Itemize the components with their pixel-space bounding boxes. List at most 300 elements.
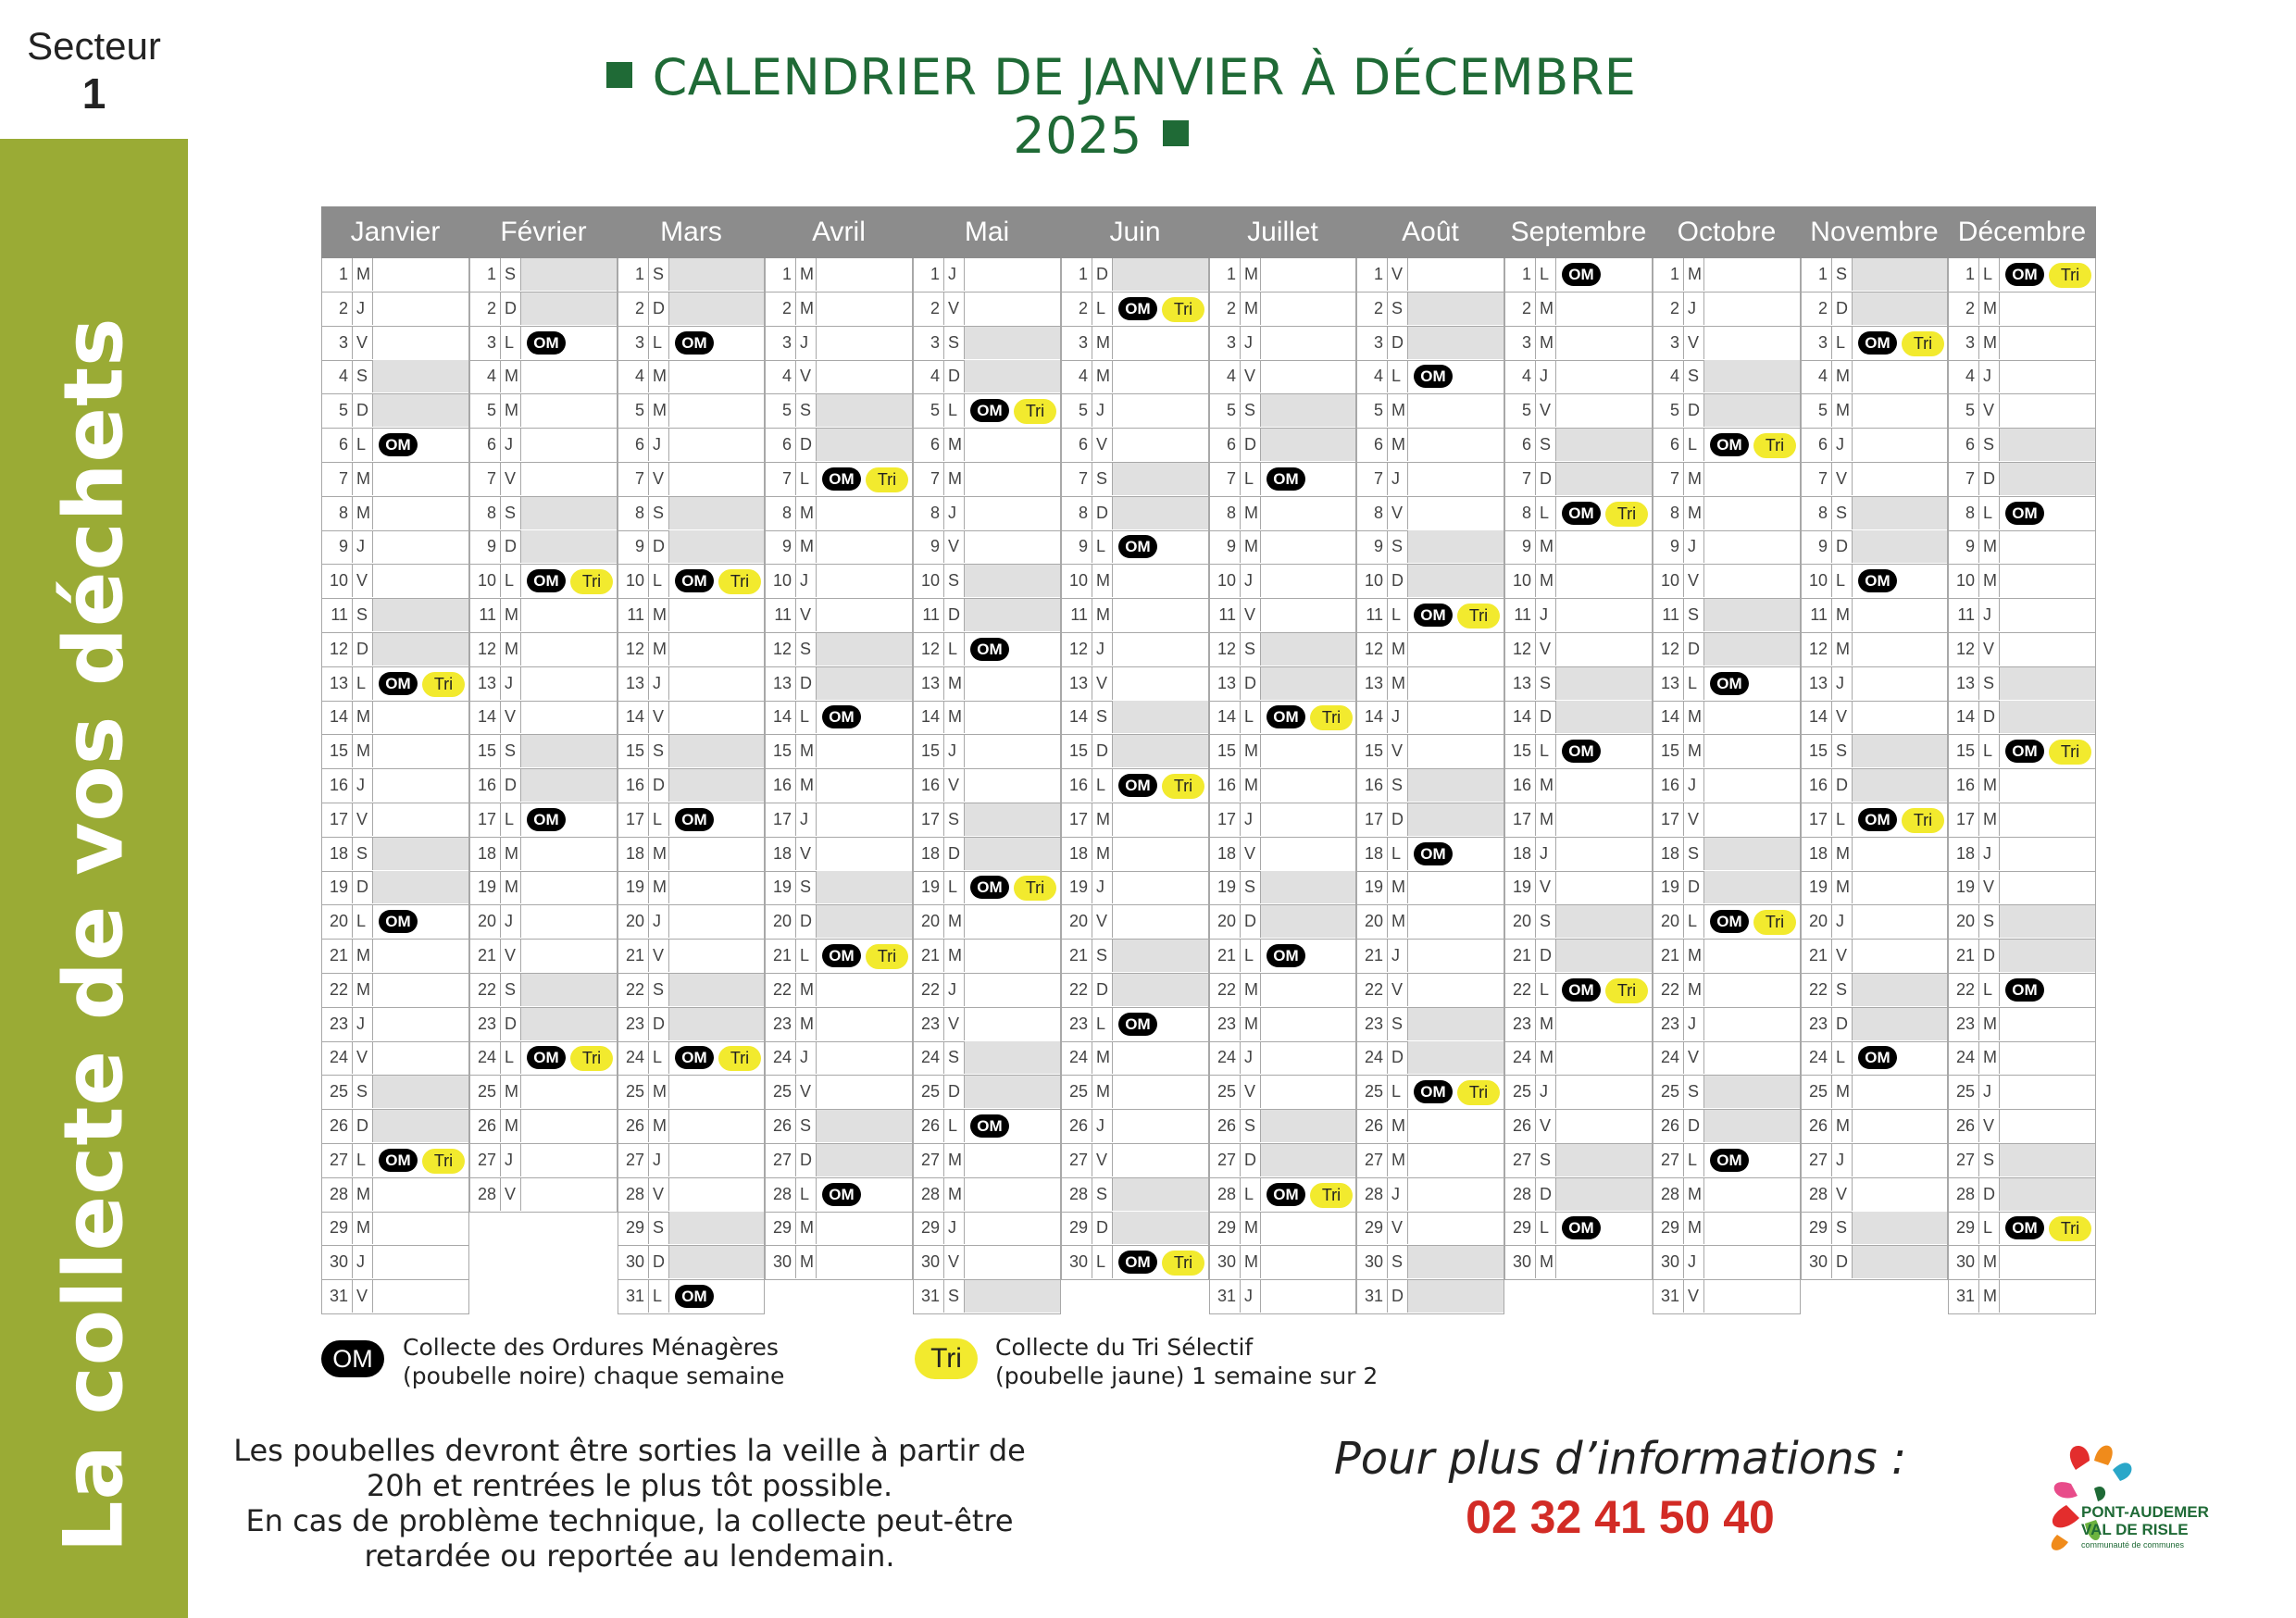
day-number: 2 <box>322 292 353 325</box>
day-cell <box>1261 1144 1355 1176</box>
day-row <box>321 905 469 940</box>
day-number: 15 <box>766 735 796 767</box>
day-number: 17 <box>470 803 501 836</box>
day-row <box>1356 1008 1504 1042</box>
day-row <box>913 905 1061 940</box>
om-legend-text <box>403 1333 784 1390</box>
day-row <box>1209 667 1356 702</box>
day-row <box>1061 394 1209 429</box>
day-cell <box>373 327 468 359</box>
day-row <box>1356 803 1504 838</box>
day-row <box>321 701 469 735</box>
om-badge: OM <box>1414 604 1453 627</box>
day-number: 16 <box>618 769 649 802</box>
weekday-letter: V <box>1388 497 1408 529</box>
day-number: 10 <box>1505 565 1536 597</box>
weekday-letter: S <box>796 394 817 427</box>
day-number: 9 <box>766 530 796 563</box>
day-number: 16 <box>766 769 796 802</box>
day-row <box>469 1144 618 1178</box>
day-cell <box>817 1110 912 1142</box>
day-number: 26 <box>470 1110 501 1142</box>
weekday-letter: J <box>1388 940 1408 972</box>
weekday-letter: D <box>1536 940 1556 972</box>
weekday-letter: D <box>1832 769 1853 802</box>
weekday-letter: V <box>1092 667 1113 700</box>
weekday-letter: M <box>1092 360 1113 392</box>
day-row <box>1504 565 1653 599</box>
day-number: 16 <box>1505 769 1536 802</box>
weekday-letter: S <box>501 735 521 767</box>
day-row <box>1653 905 1801 940</box>
day-cell <box>1113 735 1208 767</box>
day-row <box>1061 667 1209 702</box>
day-row <box>469 667 618 702</box>
day-row <box>1653 1246 1801 1280</box>
weekday-letter: M <box>1832 394 1853 427</box>
day-number: 26 <box>1802 1110 1832 1142</box>
day-number: 17 <box>322 803 353 836</box>
day-cell <box>965 1008 1060 1040</box>
day-number: 28 <box>1357 1178 1388 1211</box>
day-cell <box>1408 429 1504 461</box>
day-number: 20 <box>1949 905 1979 938</box>
weekday-letter: V <box>1979 1110 2000 1142</box>
day-cell <box>1853 974 1947 1006</box>
day-cell <box>2000 701 2095 733</box>
weekday-letter: J <box>353 530 373 563</box>
day-cell <box>521 667 617 700</box>
day-cell <box>2000 905 2095 938</box>
weekday-letter: S <box>1388 1008 1408 1040</box>
weekday-letter: S <box>353 838 373 870</box>
weekday-letter: M <box>1092 1076 1113 1108</box>
day-row <box>913 1178 1061 1213</box>
day-row <box>1209 258 1356 292</box>
day-number: 22 <box>1653 974 1684 1006</box>
day-cell <box>669 429 764 461</box>
day-number: 11 <box>1949 599 1979 631</box>
day-cell <box>669 701 764 733</box>
day-cell <box>817 429 912 461</box>
day-cell <box>1556 667 1652 700</box>
weekday-letter: J <box>1092 1110 1113 1142</box>
day-number: 12 <box>1062 633 1092 666</box>
day-cell <box>965 1178 1060 1211</box>
day-cell <box>817 974 912 1006</box>
day-cell <box>1408 1178 1504 1211</box>
weekday-letter: M <box>1979 565 2000 597</box>
day-number: 20 <box>1210 905 1241 938</box>
weekday-letter: L <box>501 803 521 836</box>
day-row <box>913 769 1061 803</box>
day-cell <box>817 394 912 427</box>
day-number: 11 <box>1802 599 1832 631</box>
weekday-letter: L <box>1388 360 1408 392</box>
day-number: 19 <box>1357 871 1388 903</box>
day-number: 30 <box>914 1246 944 1278</box>
day-cell <box>1556 429 1652 461</box>
weekday-letter: M <box>944 940 965 972</box>
day-cell <box>669 530 764 563</box>
day-row <box>765 497 913 531</box>
day-row <box>1504 1212 1653 1246</box>
day-row <box>1653 394 1801 429</box>
weekday-letter: J <box>1536 599 1556 631</box>
weekday-letter: L <box>1388 599 1408 631</box>
day-row <box>913 463 1061 497</box>
month-header: Avril <box>765 206 913 258</box>
day-number: 1 <box>1357 258 1388 291</box>
day-row <box>321 1008 469 1042</box>
day-cell <box>1704 1212 1800 1244</box>
om-legend-line2: (poubelle noire) chaque semaine <box>403 1363 785 1389</box>
day-row <box>1801 1178 1948 1213</box>
day-row <box>618 292 765 327</box>
day-cell <box>2000 1144 2095 1176</box>
day-cell <box>817 1246 912 1278</box>
day-number: 12 <box>914 633 944 666</box>
day-number: 5 <box>1357 394 1388 427</box>
day-row <box>1061 1041 1209 1076</box>
day-row <box>618 394 765 429</box>
day-cell <box>1261 769 1355 802</box>
day-row <box>321 1178 469 1213</box>
weekday-letter: D <box>649 292 669 325</box>
day-cell <box>373 360 468 392</box>
weekday-letter: J <box>944 735 965 767</box>
weekday-letter: V <box>1536 871 1556 903</box>
day-number: 7 <box>1062 463 1092 495</box>
day-cell <box>1261 667 1355 700</box>
day-row <box>1061 940 1209 974</box>
weekday-letter: M <box>1536 1041 1556 1074</box>
day-number: 5 <box>1802 394 1832 427</box>
day-number: 20 <box>618 905 649 938</box>
day-cell <box>1556 905 1652 938</box>
day-number: 14 <box>470 701 501 733</box>
weekday-letter: M <box>1979 769 2000 802</box>
day-number: 3 <box>914 327 944 359</box>
day-cell <box>965 1212 1060 1244</box>
weekday-letter: M <box>1388 633 1408 666</box>
day-number: 26 <box>914 1110 944 1142</box>
day-number: 30 <box>1062 1246 1092 1278</box>
day-number: 14 <box>1210 701 1241 733</box>
day-number: 5 <box>914 394 944 427</box>
day-cell <box>817 497 912 529</box>
day-number: 25 <box>618 1076 649 1108</box>
day-row <box>1356 394 1504 429</box>
day-cell <box>1556 769 1652 802</box>
day-row <box>1061 803 1209 838</box>
day-cell <box>1261 530 1355 563</box>
day-number: 16 <box>322 769 353 802</box>
day-cell <box>669 599 764 631</box>
day-row <box>321 1280 469 1314</box>
weekday-letter: L <box>1092 1246 1113 1278</box>
info-phone[interactable]: 02 32 41 50 40 <box>1466 1491 1775 1543</box>
day-cell <box>1853 769 1947 802</box>
day-number: 14 <box>1062 701 1092 733</box>
day-cell <box>965 735 1060 767</box>
om-badge: OM <box>1562 740 1601 763</box>
day-row <box>1504 327 1653 361</box>
day-number: 10 <box>766 565 796 597</box>
month-header: Février <box>469 206 618 258</box>
tri-badge: Tri <box>1014 399 1056 424</box>
day-number: 29 <box>1653 1212 1684 1244</box>
weekday-letter: V <box>1684 1041 1704 1074</box>
day-cell <box>669 940 764 972</box>
weekday-letter: M <box>1832 1110 1853 1142</box>
weekday-letter: L <box>944 871 965 903</box>
weekday-letter: V <box>944 1246 965 1278</box>
day-number: 8 <box>1802 497 1832 529</box>
day-cell <box>1556 327 1652 359</box>
day-row <box>1653 667 1801 702</box>
tri-badge: Tri <box>718 569 761 594</box>
day-number: 1 <box>914 258 944 291</box>
day-cell <box>1704 360 1800 392</box>
weekday-letter: L <box>353 1144 373 1176</box>
om-badge: OM <box>527 808 566 831</box>
day-row <box>765 1212 913 1246</box>
day-row <box>1948 463 2096 497</box>
tri-badge: Tri <box>422 1149 465 1174</box>
day-row <box>321 360 469 394</box>
day-number: 21 <box>1653 940 1684 972</box>
month-header: Octobre <box>1653 206 1801 258</box>
weekday-letter: L <box>1388 1076 1408 1108</box>
day-row <box>1504 1076 1653 1110</box>
weekday-letter: J <box>649 905 669 938</box>
day-row <box>469 940 618 974</box>
om-badge: OM <box>2005 263 2044 286</box>
day-number: 2 <box>470 292 501 325</box>
day-number: 18 <box>1357 838 1388 870</box>
day-row <box>469 463 618 497</box>
day-cell <box>965 565 1060 597</box>
day-row <box>618 360 765 394</box>
weekday-letter: S <box>1092 463 1113 495</box>
day-number: 1 <box>618 258 649 291</box>
day-cell <box>1704 769 1800 802</box>
day-cell <box>2000 292 2095 325</box>
page-title <box>555 48 1666 165</box>
day-number: 9 <box>322 530 353 563</box>
month-header: Mars <box>618 206 765 258</box>
weekday-letter: D <box>944 599 965 631</box>
day-row <box>1061 905 1209 940</box>
day-cell <box>1853 292 1947 325</box>
day-row <box>469 1178 618 1213</box>
weekday-letter: J <box>1388 1178 1408 1211</box>
day-row <box>618 1280 765 1314</box>
day-row <box>1209 497 1356 531</box>
day-number: 20 <box>322 905 353 938</box>
day-number: 4 <box>1505 360 1536 392</box>
day-row <box>321 1076 469 1110</box>
day-number: 6 <box>1357 429 1388 461</box>
day-row <box>321 1110 469 1144</box>
day-cell <box>1853 940 1947 972</box>
day-number: 17 <box>1210 803 1241 836</box>
day-number: 2 <box>914 292 944 325</box>
day-row <box>1061 497 1209 531</box>
day-cell <box>1853 497 1947 529</box>
day-number: 21 <box>1357 940 1388 972</box>
day-row <box>1504 803 1653 838</box>
weekday-letter: D <box>1979 463 2000 495</box>
day-number: 19 <box>1653 871 1684 903</box>
day-cell <box>373 497 468 529</box>
day-row <box>913 803 1061 838</box>
weekday-letter: D <box>649 1008 669 1040</box>
day-number: 8 <box>618 497 649 529</box>
day-number: 6 <box>1062 429 1092 461</box>
day-row <box>1356 735 1504 769</box>
day-cell <box>1556 701 1652 733</box>
day-cell <box>2000 1076 2095 1108</box>
day-row <box>321 292 469 327</box>
day-row <box>469 735 618 769</box>
day-cell <box>1408 667 1504 700</box>
weekday-letter: J <box>796 327 817 359</box>
day-row <box>1653 1110 1801 1144</box>
day-number: 27 <box>322 1144 353 1176</box>
day-row <box>1356 1110 1504 1144</box>
day-row <box>321 394 469 429</box>
day-row <box>1653 1041 1801 1076</box>
day-cell <box>817 1041 912 1074</box>
weekday-letter: M <box>1684 1212 1704 1244</box>
day-row <box>1356 360 1504 394</box>
day-number: 13 <box>322 667 353 700</box>
day-cell <box>817 1076 912 1108</box>
day-cell <box>1556 1008 1652 1040</box>
day-cell <box>521 735 617 767</box>
day-cell <box>965 599 1060 631</box>
weekday-letter: M <box>796 1008 817 1040</box>
weekday-letter: J <box>796 803 817 836</box>
weekday-letter: S <box>1241 394 1261 427</box>
day-cell <box>669 871 764 903</box>
day-cell <box>1261 292 1355 325</box>
notice-line1: Les poubelles devront être sorties la veille à partir de 20h et rentrées le plus tôt possible. <box>233 1433 1026 1503</box>
day-number: 27 <box>1357 1144 1388 1176</box>
weekday-letter: S <box>501 258 521 291</box>
day-row <box>1948 1178 2096 1213</box>
day-cell <box>1853 463 1947 495</box>
tri-badge: Tri <box>1310 1183 1353 1208</box>
day-cell <box>1704 258 1800 291</box>
day-row <box>1948 940 2096 974</box>
day-number: 27 <box>914 1144 944 1176</box>
weekday-letter: V <box>501 701 521 733</box>
day-row <box>913 871 1061 905</box>
day-row <box>1504 871 1653 905</box>
weekday-letter: M <box>796 1212 817 1244</box>
weekday-letter: M <box>501 838 521 870</box>
weekday-letter: S <box>1536 667 1556 700</box>
notice-line2: En cas de problème technique, la collecte peut-être retardée ou reportée au lendemain. <box>245 1503 1014 1574</box>
day-number: 31 <box>1653 1280 1684 1313</box>
day-cell <box>669 1144 764 1176</box>
day-cell <box>1556 292 1652 325</box>
day-number: 11 <box>1357 599 1388 631</box>
day-row <box>1504 701 1653 735</box>
day-cell <box>2000 463 2095 495</box>
om-badge: OM <box>822 467 861 491</box>
weekday-letter: V <box>944 769 965 802</box>
day-row <box>1209 599 1356 633</box>
day-number: 4 <box>1802 360 1832 392</box>
day-number: 2 <box>1949 292 1979 325</box>
day-cell <box>2000 327 2095 359</box>
day-cell <box>1704 1041 1800 1074</box>
day-cell <box>817 1008 912 1040</box>
day-cell <box>965 1144 1060 1176</box>
day-cell <box>669 360 764 392</box>
weekday-letter: D <box>501 1008 521 1040</box>
day-number: 27 <box>1653 1144 1684 1176</box>
day-number: 31 <box>1210 1280 1241 1313</box>
day-row <box>1061 871 1209 905</box>
day-row <box>618 1144 765 1178</box>
weekday-letter: D <box>649 530 669 563</box>
weekday-letter: M <box>1241 769 1261 802</box>
day-row <box>618 1178 765 1213</box>
day-number: 7 <box>1802 463 1832 495</box>
day-row <box>1061 769 1209 803</box>
calendar-grid <box>321 206 2096 1309</box>
day-cell <box>521 1110 617 1142</box>
weekday-letter: D <box>353 394 373 427</box>
day-row <box>321 429 469 463</box>
day-cell <box>521 258 617 291</box>
day-number: 18 <box>1062 838 1092 870</box>
square-bullet-icon <box>1163 120 1189 146</box>
weekday-letter: M <box>1092 565 1113 597</box>
day-cell <box>373 599 468 631</box>
day-number: 17 <box>1949 803 1979 836</box>
om-badge: OM <box>822 705 861 728</box>
day-number: 11 <box>1062 599 1092 631</box>
day-row <box>765 292 913 327</box>
day-number: 22 <box>618 974 649 1006</box>
day-number: 12 <box>470 633 501 666</box>
day-row <box>1356 1280 1504 1314</box>
weekday-letter: L <box>1241 701 1261 733</box>
day-cell <box>1408 1212 1504 1244</box>
day-number: 18 <box>1949 838 1979 870</box>
weekday-letter: M <box>796 292 817 325</box>
day-number: 25 <box>1505 1076 1536 1108</box>
day-number: 19 <box>1062 871 1092 903</box>
day-number: 6 <box>1210 429 1241 461</box>
day-number: 4 <box>1357 360 1388 392</box>
tri-badge: Tri <box>1753 910 1796 935</box>
tri-badge: Tri <box>866 467 908 492</box>
day-row <box>1801 1246 1948 1280</box>
day-cell <box>2000 394 2095 427</box>
weekday-letter: L <box>1536 974 1556 1006</box>
day-number: 21 <box>1062 940 1092 972</box>
day-number: 9 <box>618 530 649 563</box>
day-cell <box>1853 394 1947 427</box>
day-number: 22 <box>1949 974 1979 1006</box>
